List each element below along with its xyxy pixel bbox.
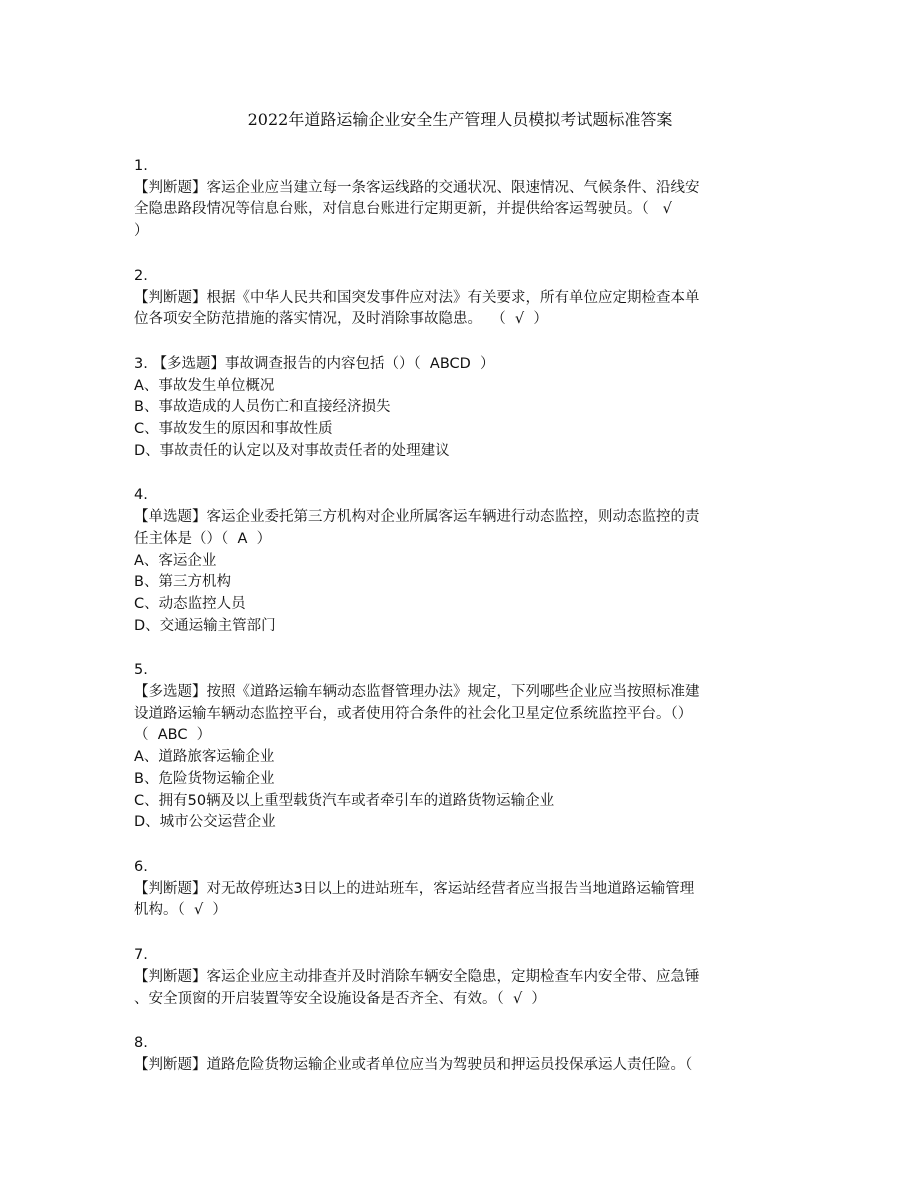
- question-3: [134, 354, 788, 463]
- question-8: [134, 1033, 788, 1076]
- question-number: 5.: [134, 662, 148, 679]
- question-text-line: 【判断题】根据《中华人民共和国突发事件应对法》有关要求，所有单位应定期检查本单: [134, 289, 700, 306]
- question-answer: 位各项安全防范措施的落实情况，及时消除事故隐患。 （ √ ）: [134, 311, 548, 328]
- question-2: [134, 266, 788, 331]
- option-c: C、事故发生的原因和事故性质: [134, 421, 333, 438]
- question-number: 8.: [134, 1035, 148, 1052]
- question-number: 7.: [134, 947, 148, 964]
- option-b: B、事故造成的人员伤亡和直接经济损失: [134, 399, 391, 416]
- question-1: [134, 156, 788, 243]
- question-text-line: 3. 【多选题】事故调查报告的内容包括（）（ ABCD ）: [134, 355, 495, 372]
- option-b: B、第三方机构: [134, 574, 231, 591]
- question-answer: ）: [134, 223, 149, 240]
- option-a: A、道路旅客运输企业: [134, 749, 275, 766]
- question-answer: 任主体是（）（ A ）: [134, 530, 272, 547]
- question-text-line: 【判断题】道路危险货物运输企业或者单位应当为驾驶员和押运员投保承运人责任险。（: [134, 1056, 693, 1073]
- question-text-line: 【判断题】客运企业应当建立每一条客运线路的交通状况、限速情况、气候条件、沿线安: [134, 179, 700, 196]
- option-c: C、动态监控人员: [134, 595, 246, 612]
- question-answer: 、安全顶窗的开启装置等安全设施设备是否齐全、有效。（ √ ）: [134, 990, 546, 1007]
- document-title: 2022年道路运输企业安全生产管理人员模拟考试题标准答案: [247, 110, 673, 129]
- question-list: [134, 156, 788, 1100]
- option-a: A、事故发生单位概况: [134, 377, 275, 394]
- question-text-line: 全隐患路段情况等信息台账，对信息台账进行定期更新，并提供给客运驾驶员。（ √: [134, 201, 672, 218]
- question-text-line: 【判断题】对无故停班达3日以上的进站班车，客运站经营者应当报告当地道路运输管理: [134, 880, 695, 897]
- question-number: 2.: [134, 267, 148, 284]
- option-b: B、危险货物运输企业: [134, 770, 275, 787]
- option-d: D、交通运输主管部门: [134, 617, 276, 634]
- question-text-line: 【判断题】客运企业应主动排查并及时消除车辆安全隐患，定期检查车内安全带、应急锤: [134, 968, 700, 985]
- question-4: [134, 485, 788, 637]
- question-answer: （ ABC ）: [134, 727, 212, 744]
- option-c: C、拥有50辆及以上重型载货汽车或者牵引车的道路货物运输企业: [134, 792, 555, 809]
- question-text-line: 【多选题】按照《道路运输车辆动态监督管理办法》规定，下列哪些企业应当按照标准建: [134, 684, 700, 701]
- option-d: D、事故责任的认定以及对事故责任者的处理建议: [134, 442, 450, 459]
- question-answer: 机构。（ √ ）: [134, 902, 227, 919]
- option-a: A、客运企业: [134, 552, 217, 569]
- question-number: 4.: [134, 487, 148, 504]
- question-number: 6.: [134, 858, 148, 875]
- question-text-line: 设道路运输车辆动态监控平台，或者使用符合条件的社会化卫星定位系统监控平台。（）: [134, 705, 693, 722]
- question-7: [134, 945, 788, 1010]
- option-d: D、城市公交运营企业: [134, 814, 276, 831]
- question-6: [134, 857, 788, 922]
- question-number: 1.: [134, 158, 148, 174]
- question-5: [134, 660, 788, 834]
- question-text-line: 【单选题】客运企业委托第三方机构对企业所属客运车辆进行动态监控，则动态监控的责: [134, 509, 700, 526]
